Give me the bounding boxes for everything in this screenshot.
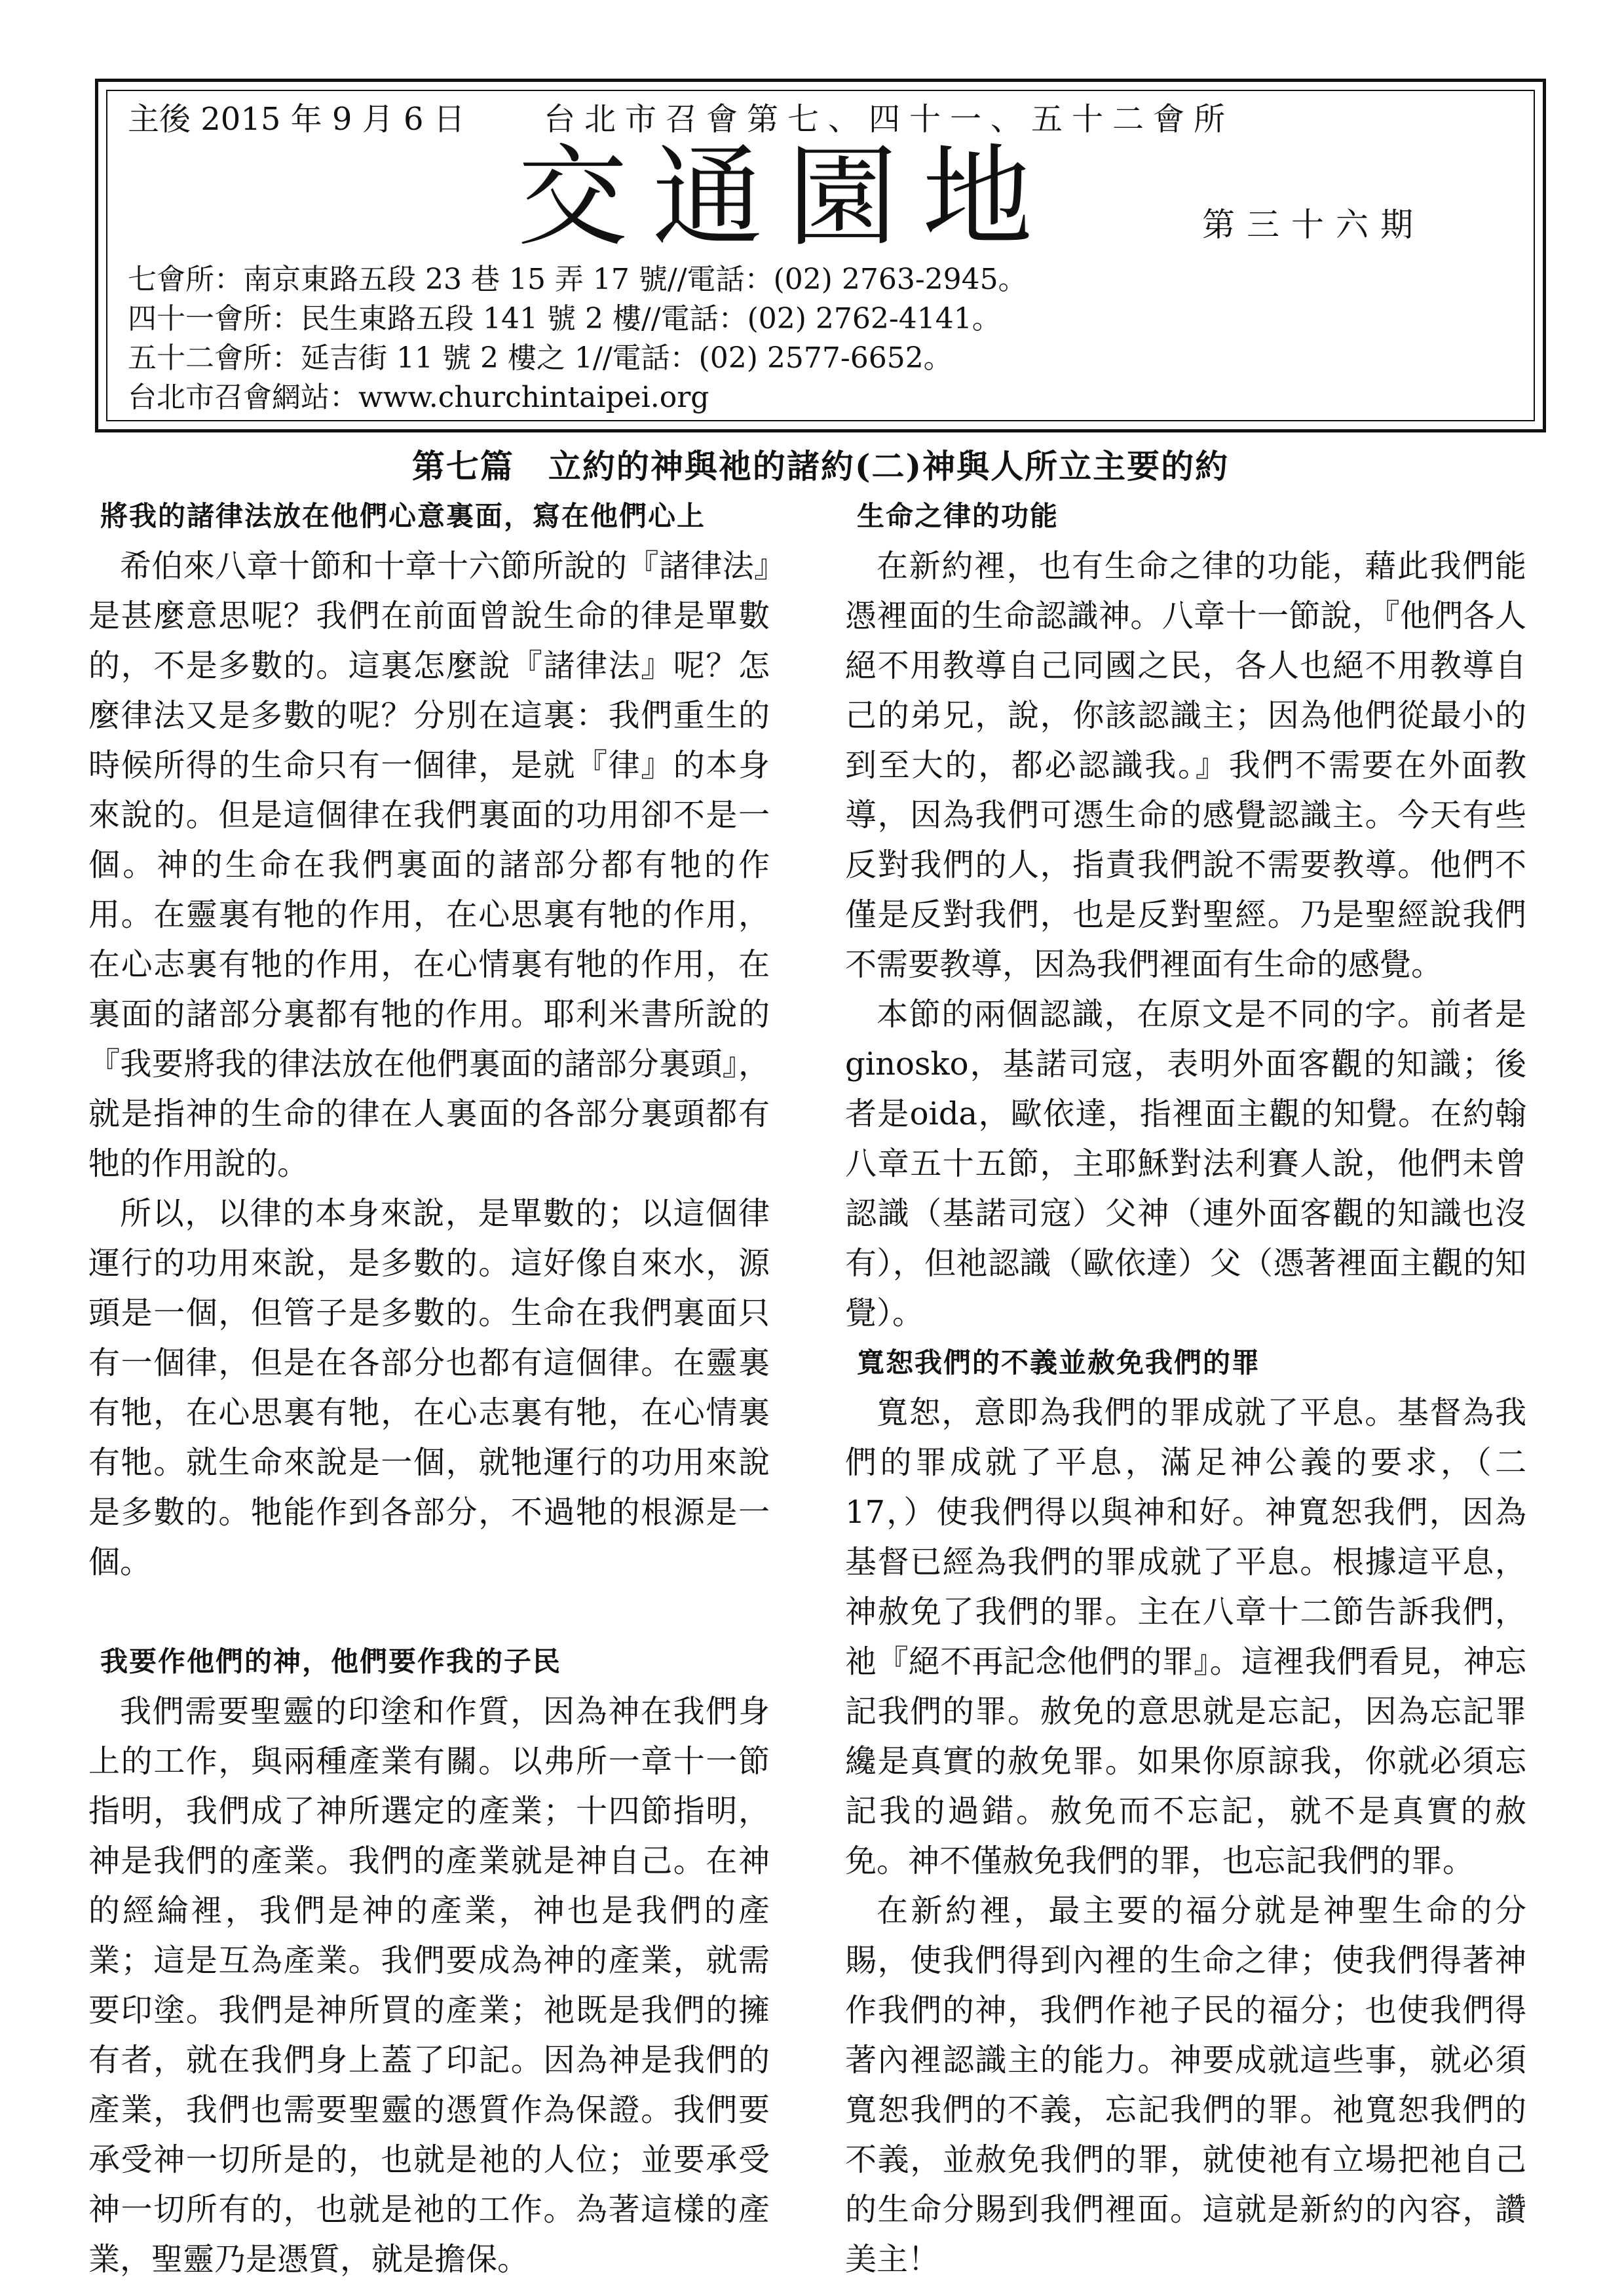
paragraph: 所以，以律的本身來說，是單數的；以這個律運行的功用來說，是多數的。這好像自來水，源頭是一個，但管子是多數的。生命在我們裏面只有一個律，但是在各部分也都有這個律。在靈裏有牠，在心思裏有牠，在心志裏有牠，在心情裏有牠。就生命來說是一個，就牠運行的功用來說是多數的。牠能作到各部分，不過牠的根源是一個。 — [88, 1195, 770, 1580]
paragraph: 在新約裡，最主要的福分就是神聖生命的分賜，使我們得到內裡的生命之律；使我們得著神作我們的神，我們作祂子民的福分；也使我們得著內裡認識主的能力。神要成就這些事，就必須寬恕我們的不義，忘記我們的罪。祂寬恕我們的不義，並赦免我們的罪，就使祂有立場把祂自己的生命分賜到我們裡面。這就是新約的內容，讚美主！ — [845, 1892, 1526, 2278]
church-halls: 台北市召會第七、四十一、五十二會所 — [544, 101, 1235, 138]
newsletter-title: 交通園地 — [518, 133, 1057, 261]
issue-date: 主後 2015 年 9 月 6 日 — [128, 101, 465, 138]
masthead-box — [95, 79, 1546, 432]
spacer — [88, 1587, 770, 1637]
article-title: 第七篇 立約的神與祂的諸約(二)神與人所立主要的約 — [411, 447, 1230, 486]
section-heading: 寬恕我們的不義並赦免我們的罪 — [857, 1347, 1261, 1379]
section-heading: 我要作他們的神，他們要作我的子民 — [100, 1645, 562, 1677]
section-heading: 生命之律的功能 — [857, 500, 1059, 532]
issue-number: 第三十六期 — [1202, 206, 1425, 244]
paragraph: 在新約裡，也有生命之律的功能，藉此我們能憑裡面的生命認識神。八章十一節說，『他們各人絕不用教導自己同國之民，各人也絕不用教導自己的弟兄，說，你該認識主；因為他們從最小的到至大的，都必認識我。』我們不需要在外面教導，因為我們可憑生命的感覺認識主。今天有些反對我們的人，指責我們說不需要教導。他們不僅是反對我們，也是反對聖經。乃是聖經說我們不需要教導，因為我們裡面有生命的感覺。 — [845, 548, 1526, 983]
address-hall-41: 四十一會所：民生東路五段 141 號 2 樓//電話：(02) 2762-4141。 — [128, 302, 1001, 335]
paragraph: 希伯來八章十節和十章十六節所說的『諸律法』是甚麼意思呢？我們在前面曾說生命的律是單數的，不是多數的。這裏怎麼說『諸律法』呢？怎麼律法又是多數的呢？分別在這裏：我們重生的時候所得的生命只有一個律，是就『律』的本身來說的。但是這個律在我們裏面的功用卻不是一個。神的生命在我們裏面的諸部分都有牠的作用。在靈裏有牠的作用，在心思裏有牠的作用，在心志裏有牠的作用，在心情裏有牠的作用，在裏面的諸部分裏都有牠的作用。耶利米書所說的『我要將我的律法放在他們裏面的諸部分裏頭』，就是指神的生命的律在人裏面的各部分裏頭都有牠的作用說的。 — [88, 548, 770, 1182]
address-block — [128, 260, 1027, 417]
left-column — [88, 491, 770, 2284]
paragraph: 我們需要聖靈的印塗和作質，因為神在我們身上的工作，與兩種產業有關。以弗所一章十一節指明，我們成了神所選定的產業；十四節指明，神是我們的產業。我們的產業就是神自己。在神的經綸裡，我們是神的產業，神也是我們的產業；這是互為產業。我們要成為神的產業，就需要印塗。我們是神所買的產業；祂既是我們的擁有者，就在我們身上蓋了印記。因為神是我們的產業，我們也需要聖靈的憑質作為保證。我們要承受神一切所是的，也就是祂的人位；並要承受神一切所有的，也就是祂的工作。為著這樣的產業，聖靈乃是憑質，就是擔保。 — [88, 1693, 770, 2278]
section-heading: 將我的諸律法放在他們心意裏面，寫在他們心上 — [100, 500, 706, 532]
paragraph: 寬恕，意即為我們的罪成就了平息。基督為我們的罪成就了平息，滿足神公義的要求，（二 17，）使我們得以與神和好。神寬恕我們，因為基督已經為我們的罪成就了平息。根據這平息，神赦免了我們的罪。主在八章十二節告訴我們，祂『絕不再記念他們的罪』。這裡我們看見，神忘記我們的罪。赦免的意思就是忘記，因為忘記罪纔是真實的赦免罪。如果你原諒我，你就必須忘記我的過錯。赦免而不忘記，就不是真實的赦免。神不僅赦免我們的罪，也忘記我們的罪。 — [845, 1394, 1526, 1879]
paragraph: 本節的兩個認識，在原文是不同的字。前者是ginosko，基諾司寇，表明外面客觀的知識；後者是oida，歐依達，指裡面主觀的知覺。在約翰八章五十五節，主耶穌對法利賽人說，他們未曾認識（基諾司寇）父神（連外面客觀的知識也沒有），但祂認識（歐依達）父（憑著裡面主觀的知覺）。 — [845, 996, 1526, 1331]
website: 台北市召會網站：www.churchintaipei.org — [128, 381, 709, 414]
right-column — [845, 491, 1526, 2284]
address-hall-52: 五十二會所：延吉街 11 號 2 樓之 1//電話：(02) 2577-6652。 — [128, 341, 953, 375]
address-hall-7: 七會所：南京東路五段 23 巷 15 弄 17 號//電話：(02) 2763-2945。 — [128, 263, 1027, 296]
